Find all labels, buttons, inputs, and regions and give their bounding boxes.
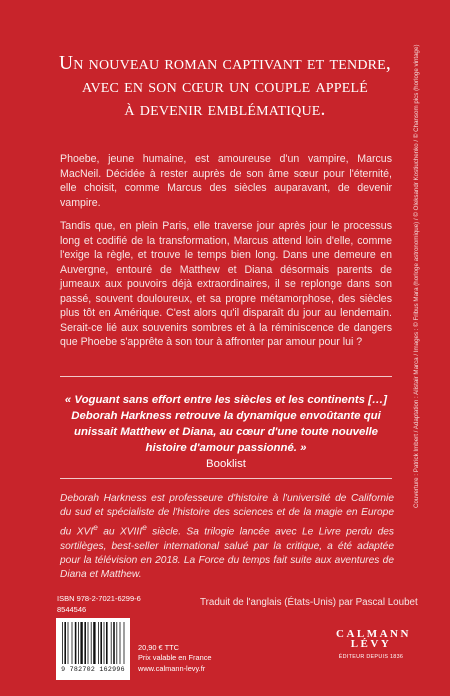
author-bio-text: Deborah Harkness est professeure d'histoire à l'université de Californie du sud et spécialiste de l'histoire des sciences et de la magie en Europe du XVI xyxy=(60,493,394,538)
barcode-bars xyxy=(60,622,126,666)
barcode-bar xyxy=(84,622,86,664)
superscript: e xyxy=(93,522,98,533)
barcode-bar xyxy=(91,622,92,664)
barcode-bar xyxy=(78,622,79,664)
press-quote-source: Booklist xyxy=(206,458,246,470)
cover-credits: Couverture : Patrick Imbert / Adaptation : Alistair Marca / Images : © Fribus Mara (horloge astronomique) / © Oleksandr Kostiuchenko / © Chansom pics (horloge vintage) xyxy=(413,44,420,508)
barcode-bar xyxy=(64,622,66,664)
author-bio xyxy=(60,492,394,583)
author-bio-text: au XVIII xyxy=(97,526,143,538)
tagline-line: Un nouveau roman captivant et tendre, xyxy=(58,53,392,74)
barcode-bar xyxy=(68,622,69,664)
separator-bottom xyxy=(60,478,392,479)
barcode-bar xyxy=(100,622,102,664)
barcode-bar xyxy=(106,622,108,664)
barcode-number: 9 782702 162996 xyxy=(61,666,125,673)
press-quote-text: « Voguant sans effort entre les siècles et les continents […] Deborah Harkness retrouve la dynamique envoûtante qui unissait Matthew et Diana, au cœur d'une toute nouvelle histoire d'amour passionné. » xyxy=(64,394,388,454)
superscript: e xyxy=(142,522,147,533)
price-info xyxy=(138,643,212,674)
summary xyxy=(60,152,392,359)
tagline-line: à devenir emblématique. xyxy=(124,99,326,120)
isbn-line: ISBN 978-2-7021-6299-6 xyxy=(57,594,141,603)
barcode-bar xyxy=(116,622,117,664)
barcode-bar xyxy=(113,622,115,664)
publisher-name: CALMANN xyxy=(336,628,411,640)
barcode-bar xyxy=(104,622,105,664)
publisher-since: ÉDITEUR DEPUIS 1836 xyxy=(338,654,404,660)
summary-paragraph: Tandis que, en plein Paris, elle traverse jour après jour le processus long et codifié de la transformation, Marcus attend loin d'elle, comme l'exige la règle, et trouve le temps bien long. Dans une demeure en Auvergne, entouré de Matthew et Diana désormais parents de jumeaux aux pouvoirs déjà extraordinaires, il se replonge dans son passé, souvent douloureux, et sa propre métamorphose, des siècles plus tôt en Amérique. C'est alors qu'il disparaît du jour au lendemain. Serait-ce lié aux souvenirs sombres et à la réminiscence de dangers que Phoebe s'apprête à son tour à affronter par amour pour lui ? xyxy=(60,220,392,348)
barcode-bar xyxy=(98,622,99,664)
barcode-bar xyxy=(88,622,89,664)
publisher-website: www.calmann-levy.fr xyxy=(138,663,206,673)
author-bio-text: siècle. Sa trilogie lancée avec Le Livre perdu des sortilèges, best-seller international salué par la critique, a été adaptée pour la télévision en 2018. La Force du temps fait suite aux aventures de Diana et Matthew. xyxy=(60,526,394,581)
barcode-bar xyxy=(120,622,121,664)
summary-paragraph: Phoebe, jeune humaine, est amoureuse d'un vampire, Marcus MacNeil. Décidée à rester auprès de son âme sœur pour l'éternité, elle choisit, comme Marcus des siècles auparavant, de devenir vampire. xyxy=(60,153,392,209)
publisher-name: LÉVY xyxy=(350,638,392,650)
barcode-bar xyxy=(111,622,112,664)
press-quote xyxy=(56,392,396,472)
barcode-bar xyxy=(75,622,77,664)
barcode-bar xyxy=(93,622,95,664)
barcode-bar xyxy=(80,622,82,664)
price: 20,90 € TTC xyxy=(138,643,179,652)
barcode-bar xyxy=(72,622,73,664)
isbn xyxy=(57,594,141,615)
translator-credit: Traduit de l'anglais (États-Unis) par Pascal Loubet xyxy=(200,597,418,608)
tagline xyxy=(40,52,410,121)
price-validity: Prix valable en France xyxy=(138,653,212,663)
barcode-bar xyxy=(62,622,63,664)
separator-top xyxy=(60,376,392,377)
publisher-logo xyxy=(336,622,411,682)
tagline-line: avec en son cœur un couple appelé xyxy=(81,76,369,97)
barcode xyxy=(56,618,130,680)
barcode-bar xyxy=(124,622,125,664)
isbn-line: 8544546 xyxy=(57,604,87,614)
